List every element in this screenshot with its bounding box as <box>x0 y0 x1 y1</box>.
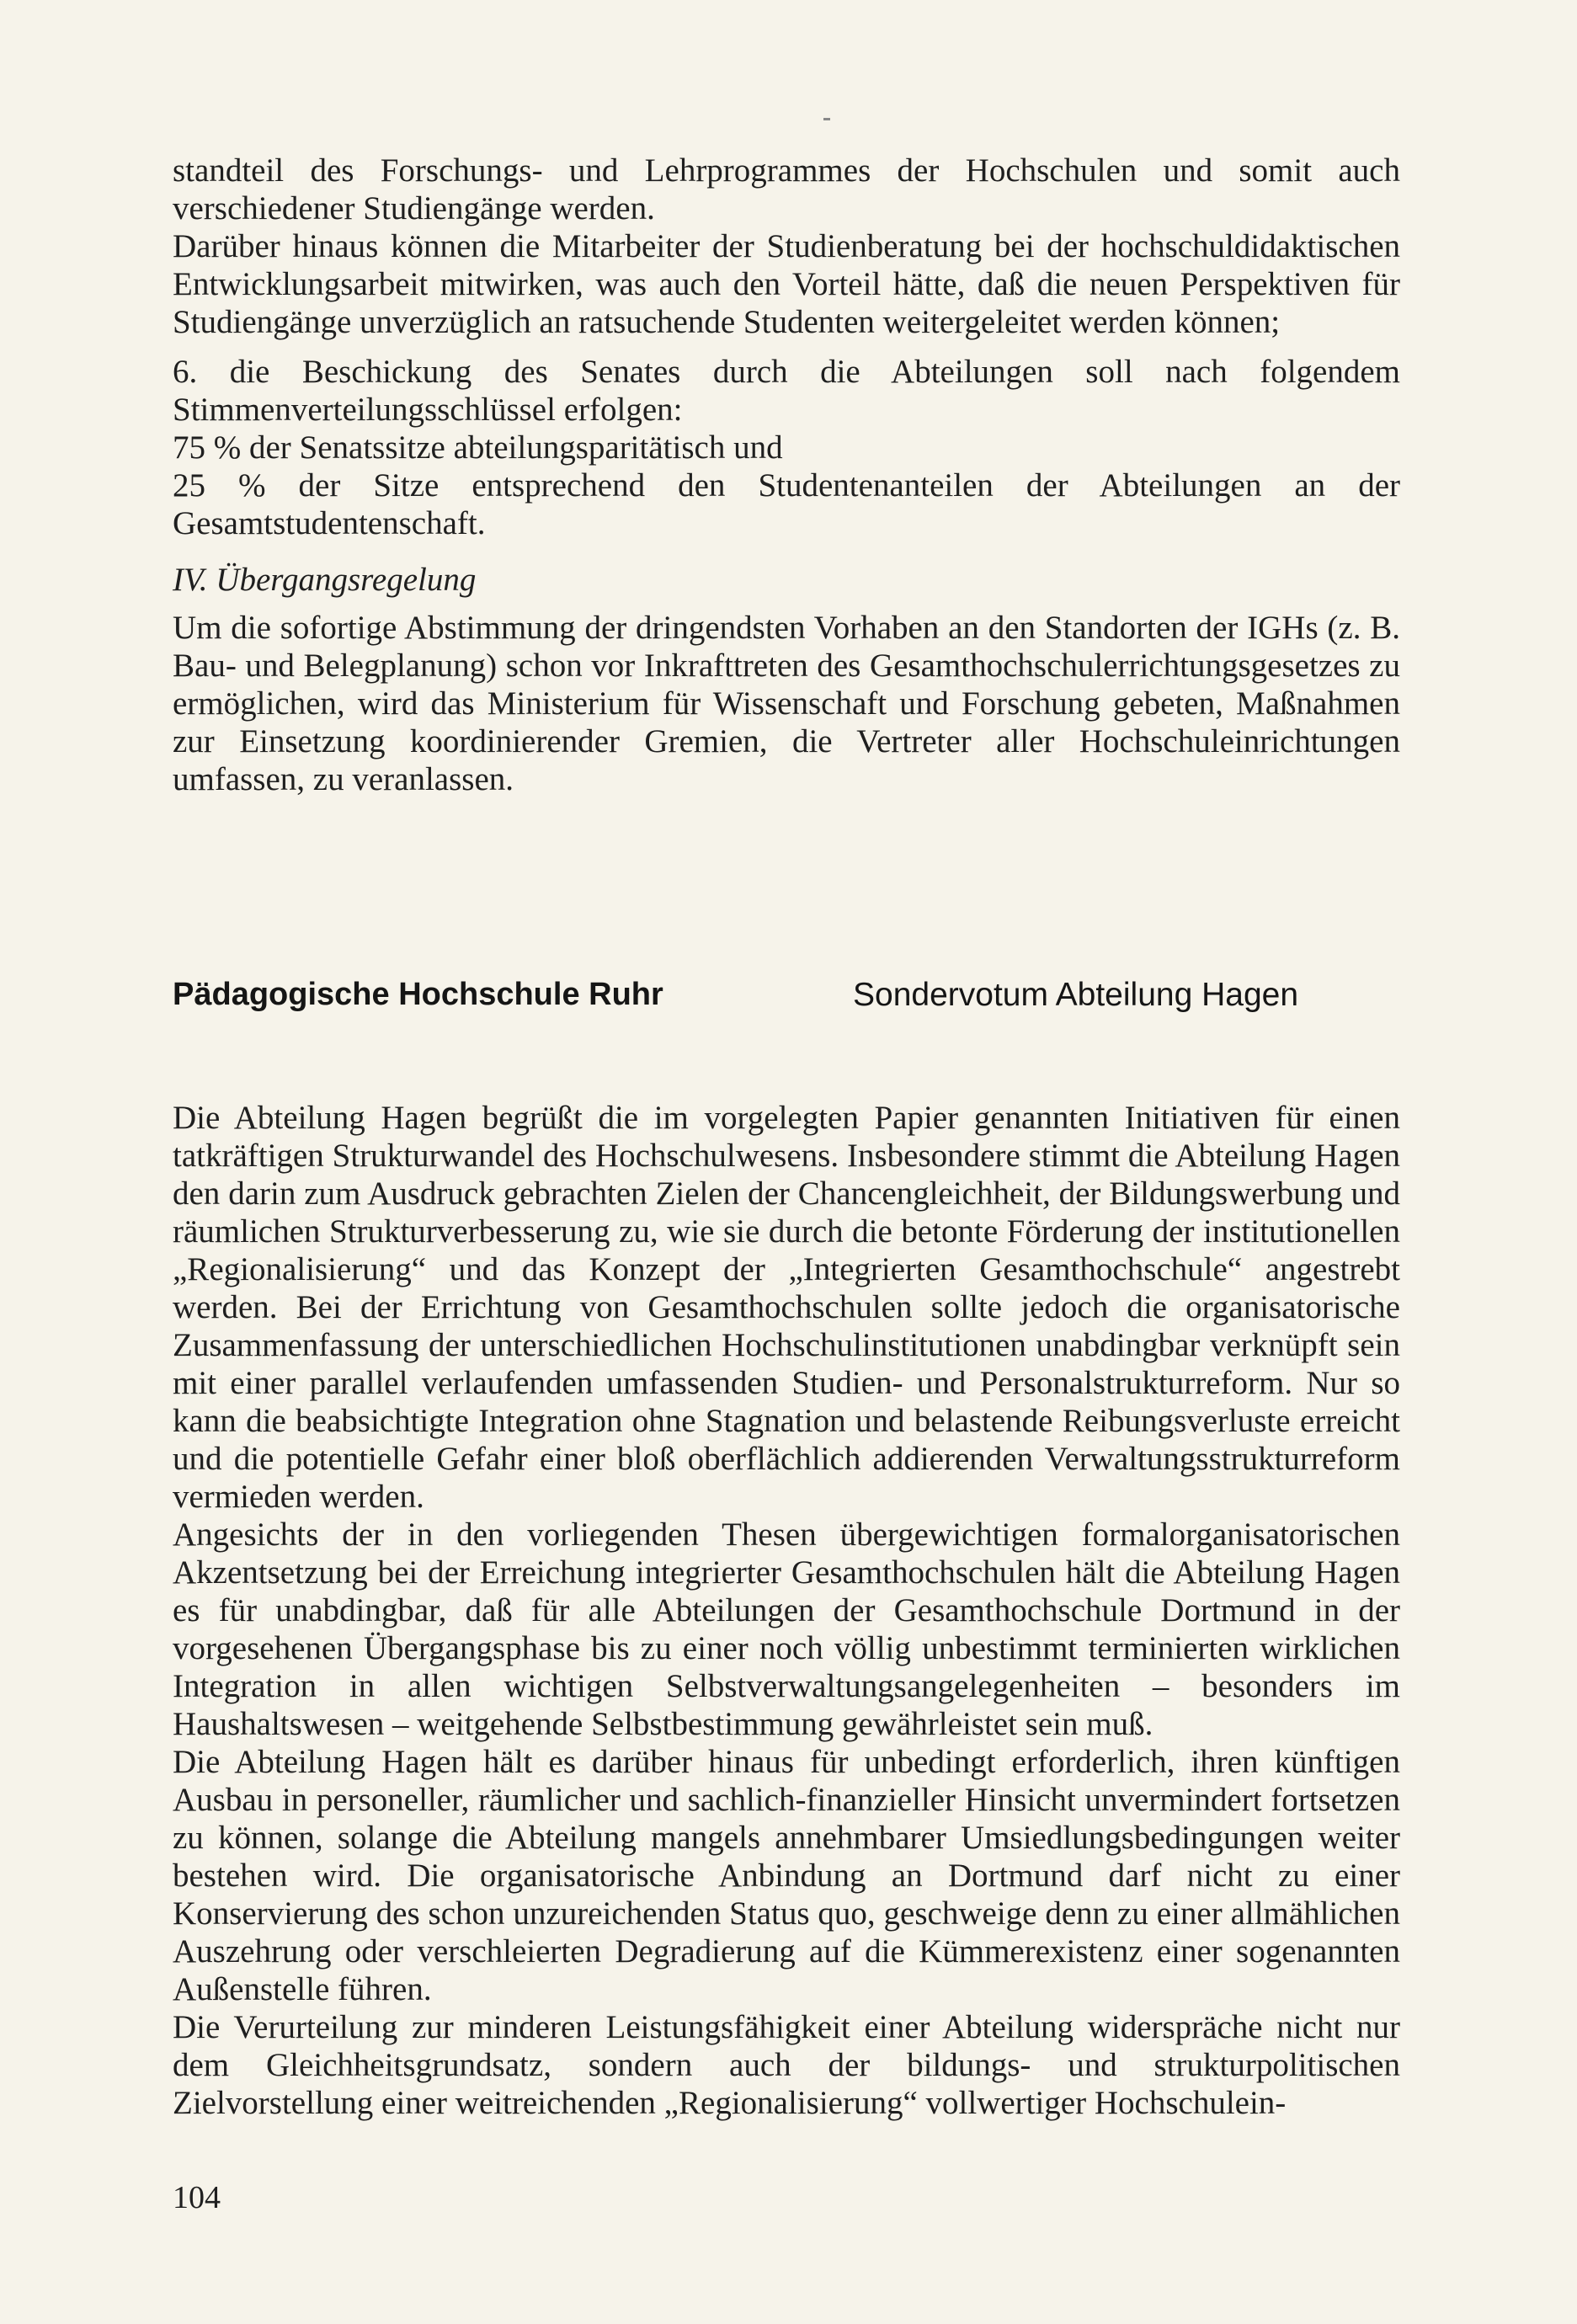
paragraph-continuation: standteil des Forschungs- und Lehrprogrammes der Hochschulen und somit auch verschiedener Studiengänge werden. <box>173 152 1400 227</box>
section-header <box>173 977 1400 1027</box>
paragraph-senat: 6. die Beschickung des Senates durch die Abteilungen soll nach folgendem Stimmenverteilungsschlüssel erfolgen: <box>173 354 1400 428</box>
section-title-left: Pädagogische Hochschule Ruhr <box>173 977 663 1012</box>
paragraph-initiativen: Die Abteilung Hagen begrüßt die im vorgelegten Papier genannten Initiativen für einen tatkräftigen Strukturwandel des Hochschulwesens. Insbesondere stimmt die Abteilung Hagen den darin zum Ausdruck gebrachten Zielen der Chancengleichheit, der Bildungswerbung und räumlichen Strukturverbesserung zu, wie sie durch die betonte Förderung der institutionellen „Regionalisierung“ und das Konzept der „Integrierten Gesamthochschule“ angestrebt werden. Bei der Errichtung von Gesamthochschulen sollte jedoch die organisatorische Zusammenfassung der unterschiedlichen Hochschulinstitutionen unabdingbar verknüpft sein mit einer parallel verlaufenden umfassenden Studien- und Personalstrukturreform. Nur so kann die beabsichtigte Integration ohne Stagnation und belastende Reibungsverluste erreicht und die potentielle Gefahr einer bloß oberflächlich addierenden Verwaltungsstrukturreform vermieden werden. <box>173 1100 1400 1515</box>
upper-text-block <box>173 152 1400 798</box>
paragraph-verurteilung: Die Verurteilung zur minderen Leistungsfähigkeit einer Abteilung widerspräche nicht nur dem Gleichheitsgrundsatz, sondern auch der bildungs- und strukturpolitischen Zielvorstellung einer weitreichenden „Regionalisierung“ vollwertiger Hochschulein- <box>173 2009 1400 2121</box>
section-heading-uebergangsregelung: IV. Übergangsregelung <box>173 562 477 598</box>
paragraph-akzentsetzung: Angesichts der in den vorliegenden Thesen übergewichtigen formalorganisatorischen Akzentsetzung bei der Erreichung integrierter Gesamthochschulen hält die Abteilung Hagen es für unabdingbar, daß für alle Abteilungen der Gesamthochschule Dortmund in der vorgesehenen Übergangsphase bis zu einer noch völlig unbestimmt terminierten wirklichen Integration in allen wichtigen Selbstverwaltungsangelegenheiten – besonders im Haushaltswesen – weitgehende Selbstbestimmung gewährleistet sein muß. <box>173 1516 1400 1742</box>
paragraph-ausbau: Die Abteilung Hagen hält es darüber hinaus für unbedingt erforderlich, ihren künftigen Ausbau in personeller, räumlicher und sachlich-finanzieller Hinsicht unvermindert fortsetzen zu können, solange die Abteilung mangels annehmbarer Umsiedlungsbedingungen weiter bestehen wird. Die organisatorische Anbindung an Dortmund darf nicht zu einer Konservierung des schon unzureichenden Status quo, geschweige denn zu einer allmählichen Auszehrung oder verschleierten Degradierung auf die Kümmerexistenz einer sogenannten Außenstelle führen. <box>173 1744 1400 2007</box>
paragraph-25-percent: 25 % der Sitze entsprechend den Studentenanteilen der Abteilungen an der Gesamtstudentenschaft. <box>173 467 1400 541</box>
page-number: 104 <box>173 2180 221 2215</box>
paragraph-abstimmung: Um die sofortige Abstimmung der dringendsten Vorhaben an den Standorten der IGHs (z. B. Bau- und Belegplanung) schon vor Inkrafttreten des Gesamthochschulerrichtungsgesetzes zu ermöglichen, wird das Ministerium für Wissenschaft und Forschung gebeten, Maßnahmen zur Einsetzung koordinierender Gremien, die Vertreter aller Hochschuleinrichtungen umfassen, zu veranlassen. <box>173 610 1400 797</box>
scan-mark <box>823 118 830 120</box>
paragraph-75-percent: 75 % der Senatssitze abteilungsparitätisch und <box>173 429 783 466</box>
paragraph-studienberatung: Darüber hinaus können die Mitarbeiter der Studienberatung bei der hochschuldidaktischen Entwicklungsarbeit mitwirken, was auch den Vorteil hätte, daß die neuen Perspektiven für Studiengänge unverzüglich an ratsuchende Studenten weitergeleitet werden können; <box>173 228 1400 340</box>
lower-text-block <box>173 1099 1400 2122</box>
section-title-right: Sondervotum Abteilung Hagen <box>853 977 1299 1013</box>
